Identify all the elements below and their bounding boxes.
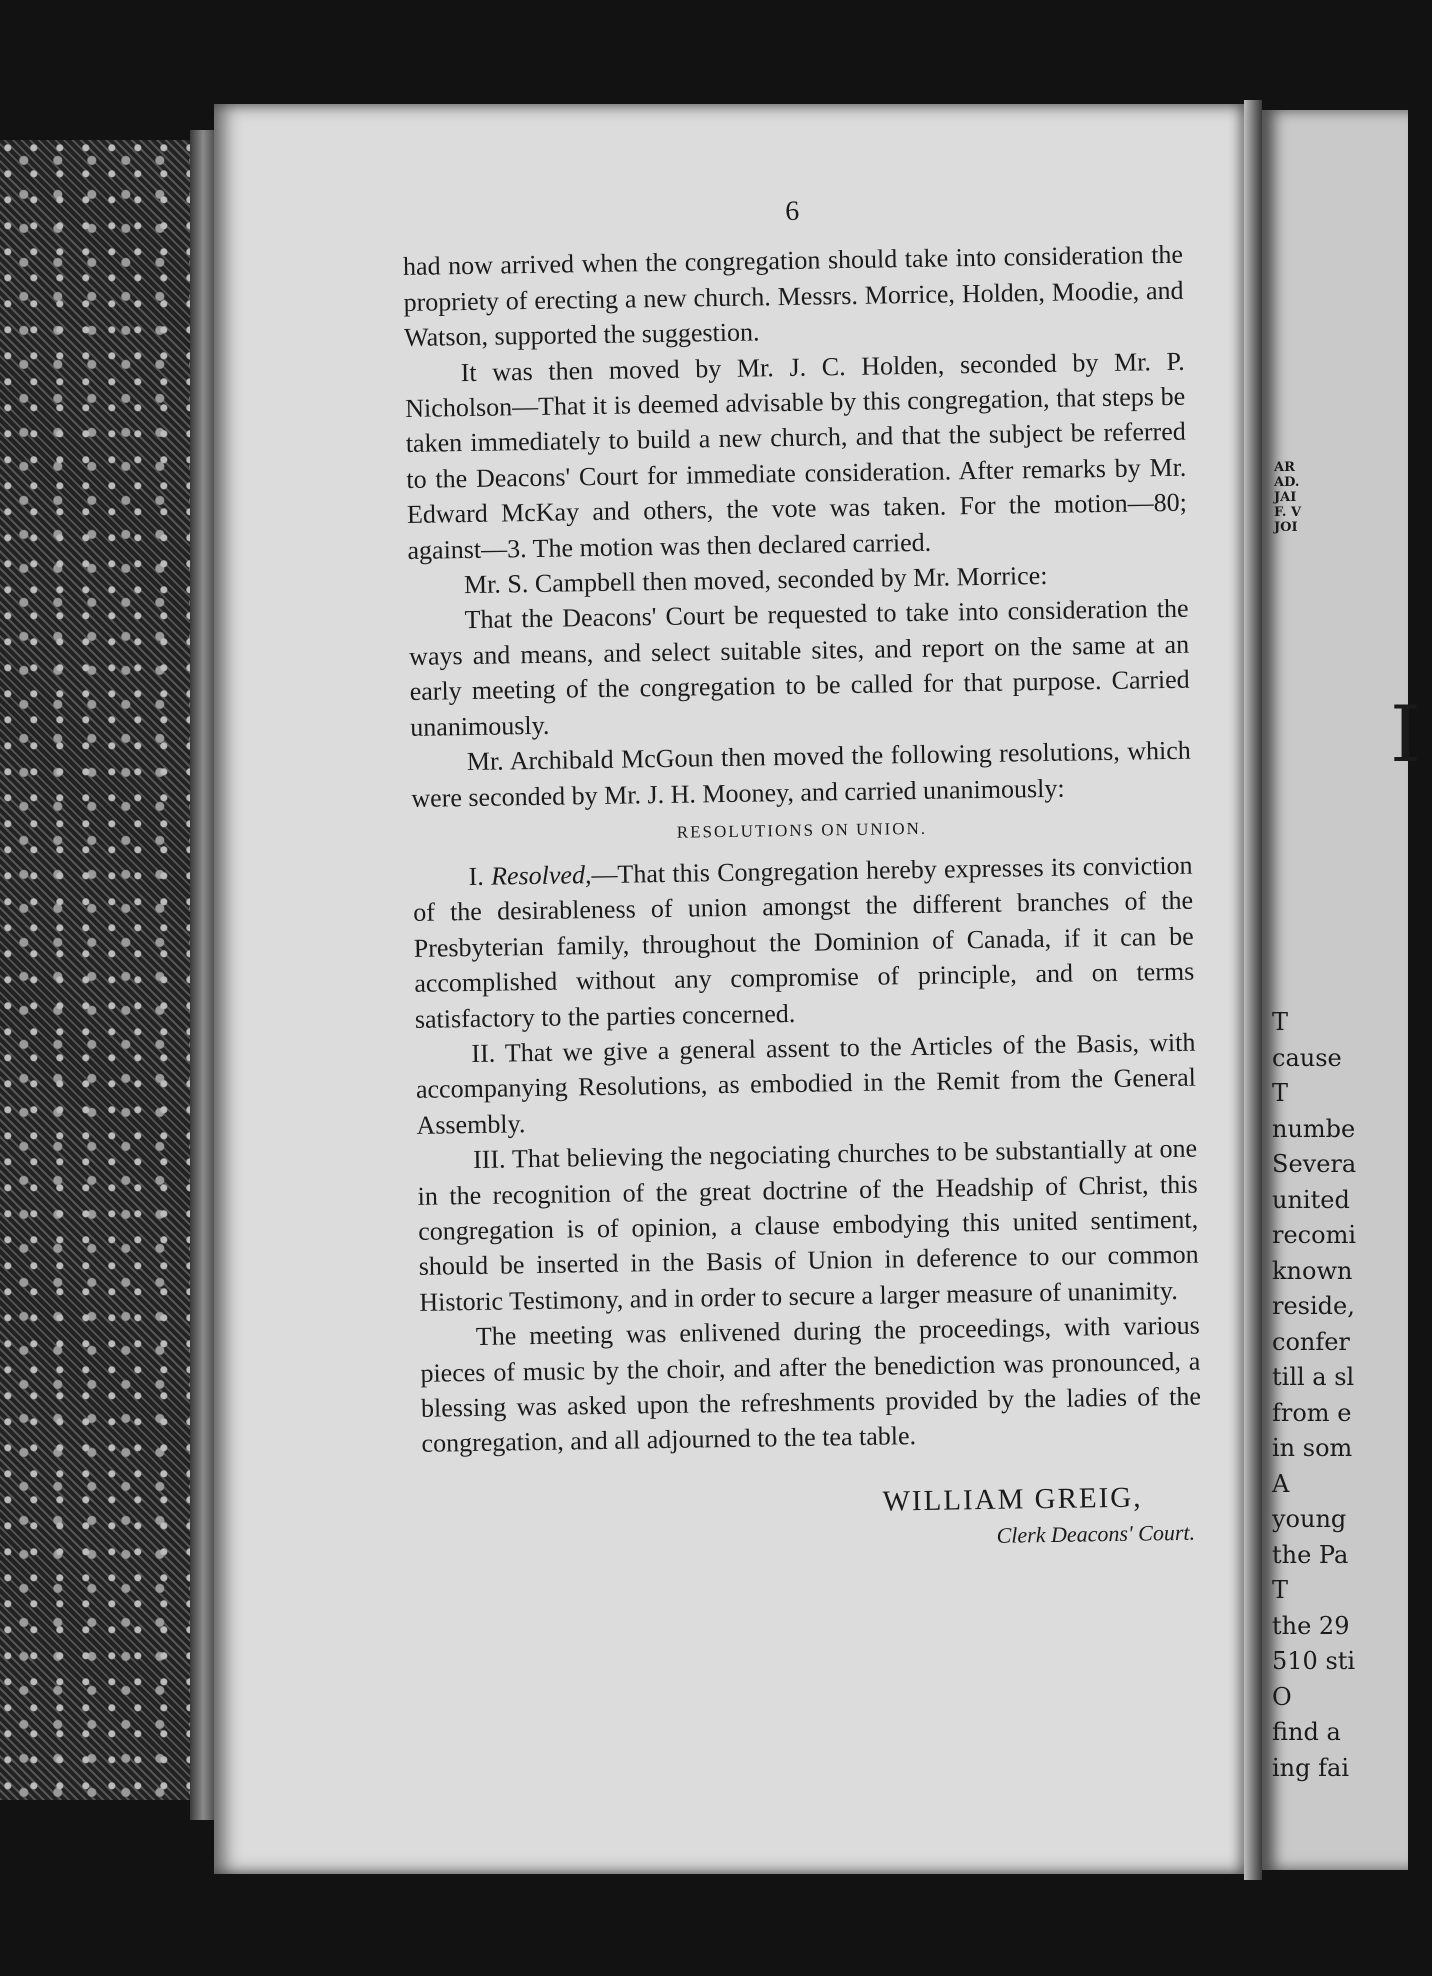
facing-page-lines <box>1272 1005 1432 1786</box>
facing-line: the Pa <box>1272 1540 1349 1569</box>
signature-title: Clerk Deacons' Court. <box>996 1519 1196 1549</box>
facing-line: in som <box>1272 1434 1353 1462</box>
resolution-text: —That this Congregation hereby expresses its conviction of the desirableness of union amongst the different branches of the Presbyterian family, throughout the Dominion of Canada, if it can be accomplished without any compromise of principle, and on terms satisfactory to the parties concerned. <box>412 850 1195 1034</box>
facing-line: O <box>1272 1682 1292 1711</box>
page-content <box>402 188 1203 1563</box>
facing-name: AR <box>1274 460 1295 475</box>
facing-line: Severa <box>1272 1150 1357 1178</box>
facing-line: reside, <box>1272 1292 1355 1320</box>
resolution-1 <box>412 848 1195 1037</box>
facing-line: ing fai <box>1272 1753 1349 1782</box>
facing-line: numbe <box>1272 1114 1356 1143</box>
facing-line: till a sl <box>1272 1363 1355 1391</box>
facing-name: F. V <box>1274 505 1302 520</box>
marbled-endpaper <box>0 140 190 1800</box>
page-number: 6 <box>784 195 800 227</box>
facing-name: AD. <box>1274 475 1300 490</box>
paragraph: Mr. Archibald McGoun then moved the following resolutions, which were seconded by Mr. J. H. Mooney, and carried unanimously: <box>411 735 1191 813</box>
facing-line: recomi <box>1272 1221 1356 1249</box>
paragraph: Mr. S. Campbell then moved, seconded by Mr. Morrice: <box>463 560 1048 600</box>
book-binding <box>190 130 216 1820</box>
facing-line: known <box>1272 1256 1353 1285</box>
facing-big-letter: I <box>1390 690 1421 780</box>
facing-line: T <box>1272 1008 1289 1036</box>
closing-paragraph: The meeting was enlivened during the proceedings, with various pieces of music by the choir, and after the benediction was pronounced, a blessing was asked upon the refreshments provided by the ladies of the congregation, and all adjourned to the tea table. <box>420 1310 1202 1459</box>
resolution-2: II. That we give a general assent to the Articles of the Basis, with accompanying Resolutions, as embodied in the Remit from the General Assembly. <box>415 1027 1197 1140</box>
resolved-word: Resolved, <box>490 860 592 891</box>
signature-name: WILLIAM GREIG, <box>882 1481 1143 1518</box>
facing-line: A <box>1272 1469 1290 1498</box>
facing-line: find a <box>1272 1718 1341 1746</box>
facing-page <box>1262 110 1421 1870</box>
facing-name: JAI <box>1274 490 1297 505</box>
resolutions-heading: RESOLUTIONS ON UNION. <box>676 818 928 842</box>
facing-line: 510 sti <box>1272 1647 1356 1675</box>
facing-line: T <box>1272 1576 1289 1604</box>
resolution-3: III. That believing the negociating churches to be substantially at one in the recognition of the great doctrine of the Headship of Christ, this congregation is of opinion, a clause embodying this united sentiment, should be inserted in the Basis of Union in deference to our common Historic Testimony, and in order to secure a larger measure of unanimity. <box>417 1133 1199 1317</box>
page-gutter <box>1244 100 1262 1880</box>
paragraph: That the Deacons' Court be requested to take into consideration the ways and means, and select suitable sites, and report on the same at an early meeting of the congregation to be called for that purpose. Carried unanimously. <box>408 594 1190 742</box>
facing-line: cause <box>1272 1043 1342 1072</box>
facing-line: young <box>1272 1505 1347 1533</box>
paragraph: had now arrived when the congregation should take into consideration the propriety of erecting a new church. Messrs. Morrice, Holden, Moodie, and Watson, supported the suggestion. <box>402 240 1184 353</box>
paragraph: It was then moved by Mr. J. C. Holden, seconded by Mr. P. Nicholson—That it is deemed advisable by this congregation, that steps be taken immediately to build a new church, and that the subject be referred to the Deacons' Court for immediate consideration. After remarks by Mr. Edward McKay and others, the vote was taken. For the motion—80; against—3. The motion was then declared carried. <box>405 346 1188 565</box>
facing-line: the 29 <box>1272 1611 1350 1640</box>
facing-line: united <box>1272 1185 1350 1214</box>
facing-line: T <box>1272 1079 1289 1107</box>
resolution-number: I. <box>468 861 485 891</box>
facing-line: from e <box>1272 1398 1352 1427</box>
facing-line: confer <box>1272 1327 1350 1356</box>
facing-page-names <box>1274 460 1414 535</box>
facing-name: JOI <box>1274 520 1298 535</box>
